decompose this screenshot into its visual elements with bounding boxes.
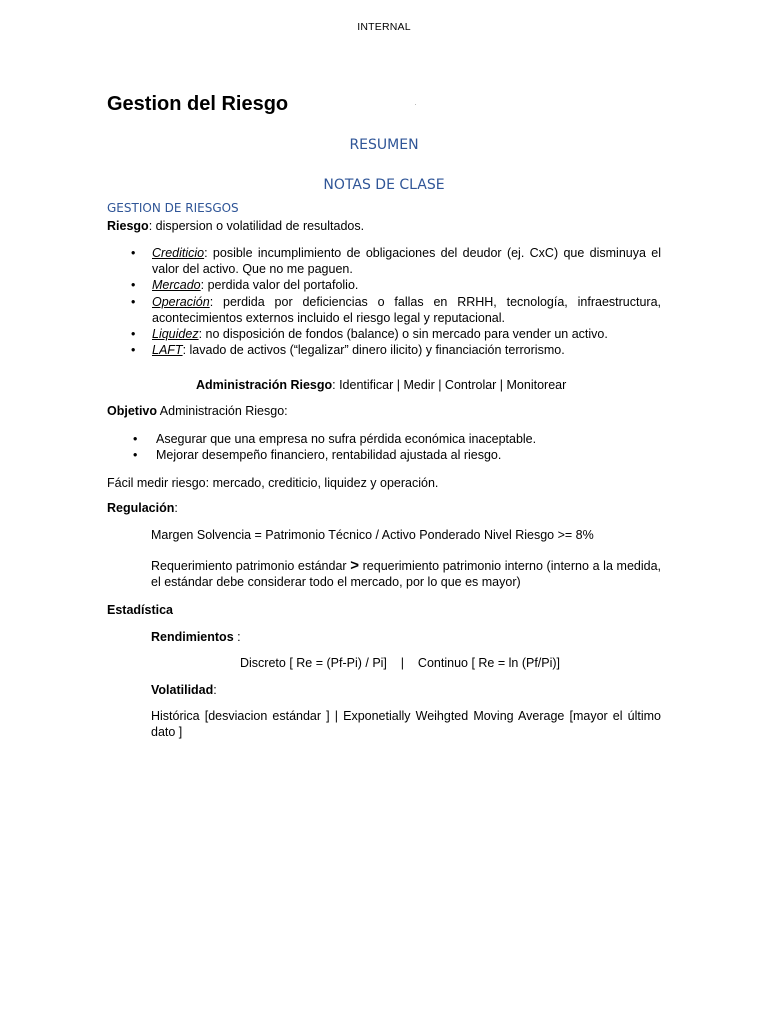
regulacion-term: Regulación xyxy=(107,501,175,515)
administracion-term: Administración Riesgo xyxy=(196,378,333,392)
administracion-text: : Identificar | Medir | Controlar | Monitorear xyxy=(332,378,567,392)
risk-types-list xyxy=(107,245,661,358)
list-item: • Mejorar desempeño financiero, rentabilidad ajustada al riesgo. xyxy=(107,447,661,463)
objetivo-line xyxy=(107,403,661,419)
risk-term: Crediticio xyxy=(152,246,205,260)
req-text-before: Requerimiento patrimonio estándar xyxy=(151,559,351,573)
list-item: • Asegurar que una empresa no sufra pérdida económica inaceptable. xyxy=(107,431,661,447)
volatilidad-line xyxy=(151,682,661,698)
risk-text: : posible incumplimiento de obligaciones del deudor (ej. CxC) que disminuya el valor del activo. Que no me paguen. xyxy=(152,246,661,277)
greater-than-symbol: > xyxy=(350,557,359,574)
risk-text: : no disposición de fondos (balance) o sin mercado para vender un activo. xyxy=(198,327,608,342)
list-item xyxy=(107,277,661,293)
estadistica-term: Estadística xyxy=(107,603,174,617)
rendimientos-term: Rendimientos xyxy=(151,630,234,644)
rendimientos-colon: : xyxy=(233,630,241,644)
heading-notas-de-clase: NOTAS DE CLASE xyxy=(323,177,445,193)
list-item xyxy=(107,342,661,358)
risk-text: : perdida por deficiencias o fallas en RRHH, tecnología, infraestructura, acontecimientos externos incluido el riesgo legal y reputacional. xyxy=(152,294,661,325)
risk-text: : lavado de activos (“legalizar” dinero ilicito) y financiación terrorismo. xyxy=(182,343,565,358)
stray-dot xyxy=(415,104,416,105)
heading-resumen: RESUMEN xyxy=(349,137,419,153)
riesgo-term: Riesgo xyxy=(107,219,149,233)
margen-solvencia-line: Margen Solvencia = Patrimonio Técnico / Activo Ponderado Nivel Riesgo >= 8% xyxy=(151,528,594,542)
risk-text: : perdida valor del portafolio. xyxy=(200,278,359,293)
volatilidad-paragraph: Histórica [desviacion estándar ] | Exponetially Weihgted Moving Average [mayor el último dato ] xyxy=(151,709,661,739)
risk-term: Mercado xyxy=(152,278,201,293)
requerimiento-paragraph xyxy=(151,558,661,590)
administracion-riesgo-line xyxy=(196,377,696,393)
regulacion-heading xyxy=(107,500,661,516)
risk-term: Liquidez xyxy=(152,327,199,342)
risk-term: Operación xyxy=(152,294,210,309)
riesgo-definition xyxy=(107,218,661,234)
list-item xyxy=(107,294,661,326)
volatilidad-term: Volatilidad xyxy=(151,683,214,697)
regulacion-colon: : xyxy=(174,501,178,515)
rendimientos-line xyxy=(151,629,661,645)
rendimientos-formula-line: Discreto [ Re = (Pf-Pi) / Pi] | Continuo [ Re = ln (Pf/Pi)] xyxy=(240,656,561,670)
classification-label: INTERNAL xyxy=(357,21,411,33)
risk-term: LAFT xyxy=(152,343,183,358)
list-item xyxy=(107,245,661,277)
objetivo-term: Objetivo xyxy=(107,404,158,418)
list-item xyxy=(107,326,661,342)
estadistica-heading xyxy=(107,602,661,618)
section-heading-gestion-de-riesgos: GESTION DE RIESGOS xyxy=(107,201,239,215)
document-title: Gestion del Riesgo xyxy=(107,93,289,115)
volatilidad-colon: : xyxy=(213,683,217,697)
objetivo-text: Administración Riesgo: xyxy=(157,404,288,418)
objetivo-list xyxy=(107,431,661,463)
req-text-after: requerimiento patrimonio interno (interno a la medida, el estándar debe considerar todo el mercado, por lo que es mayor) xyxy=(151,559,661,589)
facil-medir-line: Fácil medir riesgo: mercado, crediticio, liquidez y operación. xyxy=(107,476,439,490)
riesgo-text: : dispersion o volatilidad de resultados. xyxy=(148,219,365,233)
